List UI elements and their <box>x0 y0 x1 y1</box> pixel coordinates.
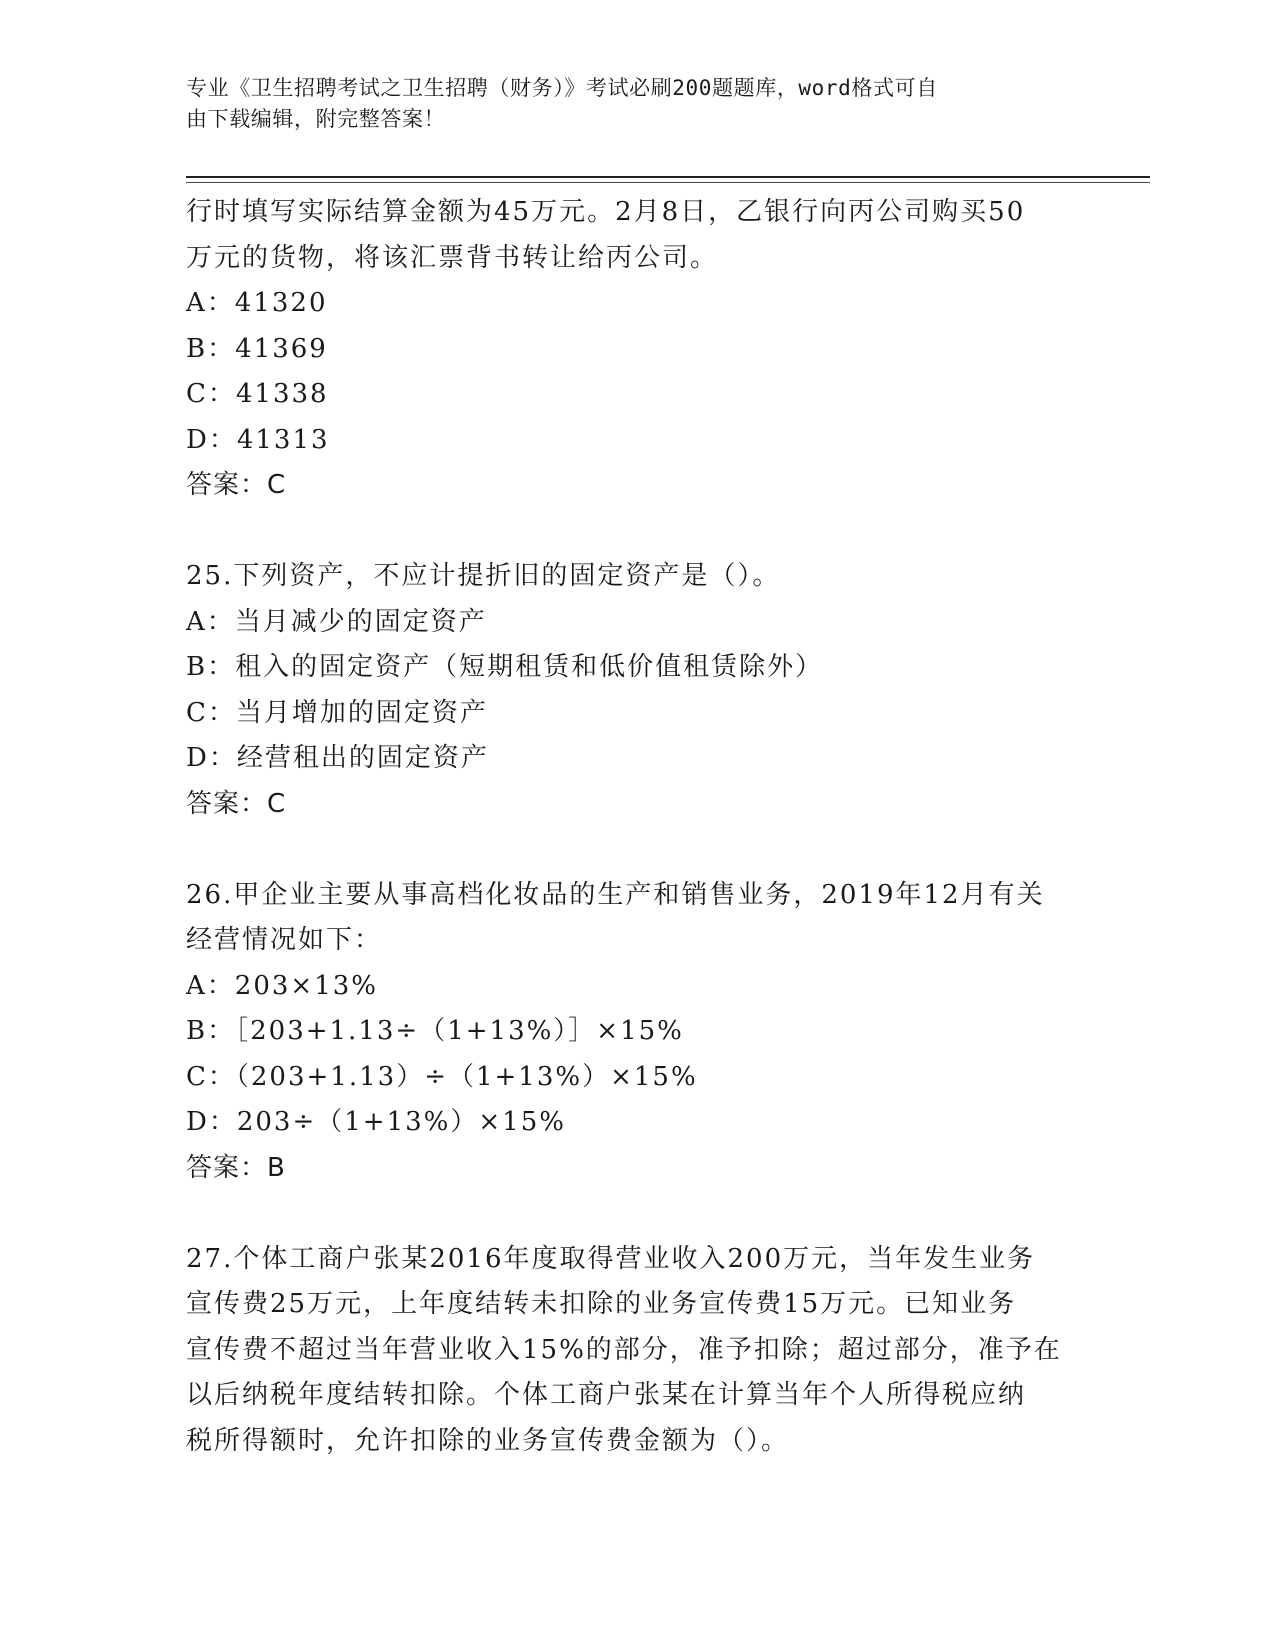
question-text-line: 宣传费不超过当年营业收入15%的部分，准予扣除；超过部分，准予在 <box>186 1334 1062 1365</box>
question-text-line: 宣传费25万元，上年度结转未扣除的业务宣传费15万元。已知业务 <box>186 1289 1017 1319</box>
option-c: C：41338 <box>186 379 329 409</box>
spacer <box>186 827 1086 873</box>
document-body <box>186 190 1086 1464</box>
spacer <box>186 509 1086 555</box>
answer-line: 答案：B <box>186 1152 286 1183</box>
option-d: D：203÷（1+13%）×15% <box>186 1107 566 1137</box>
option-b: B：41369 <box>186 333 328 364</box>
document-header <box>186 73 1076 135</box>
answer-line: 答案：C <box>186 788 287 819</box>
option-c: C：当月增加的固定资产 <box>186 697 488 728</box>
option-b: B：租入的固定资产（短期租赁和低价值租赁除外） <box>186 652 824 682</box>
question-25 <box>186 554 1086 827</box>
question-27 <box>186 1237 1086 1465</box>
option-d: D：41313 <box>186 424 330 455</box>
header-rule-thin <box>186 182 1150 183</box>
option-b: B：［203+1.13÷（1+13%）］×15% <box>186 1016 684 1046</box>
option-a: A：当月减少的固定资产 <box>186 606 487 637</box>
question-text-line: 经营情况如下： <box>186 925 383 955</box>
option-a: A：203×13% <box>186 970 378 1001</box>
question-text-line: 27.个体工商户张某2016年度取得营业收入200万元，当年发生业务 <box>186 1243 1036 1274</box>
question-text-line: 25.下列资产，不应计提折旧的固定资产是（）。 <box>186 561 781 591</box>
question-text-line: 行时填写实际结算金额为45万元。2月8日，乙银行向丙公司购买50 <box>186 197 1026 227</box>
answer-line: 答案：C <box>186 470 287 500</box>
question-continuation <box>186 190 1086 509</box>
header-line-2: 由下载编辑，附完整答案！ <box>186 107 446 131</box>
header-line-1: 专业《卫生招聘考试之卫生招聘（财务）》考试必刷200题题库，word格式可自 <box>186 76 938 100</box>
option-a: A：41320 <box>186 288 328 318</box>
question-26 <box>186 873 1086 1192</box>
header-rule-thick <box>186 176 1150 178</box>
spacer <box>186 1191 1086 1237</box>
question-text-line: 万元的货物，将该汇票背书转让给丙公司。 <box>186 242 719 273</box>
question-text-line: 以后纳税年度结转扣除。个体工商户张某在计算当年个人所得税应纳 <box>186 1380 1027 1410</box>
option-c: C：（203+1.13）÷（1+13%）×15% <box>186 1061 698 1092</box>
option-d: D：经营租出的固定资产 <box>186 743 489 773</box>
question-text-line: 26.甲企业主要从事高档化妆品的生产和销售业务，2019年12月有关 <box>186 879 1045 910</box>
question-text-line: 税所得额时，允许扣除的业务宣传费金额为（）。 <box>186 1425 790 1456</box>
